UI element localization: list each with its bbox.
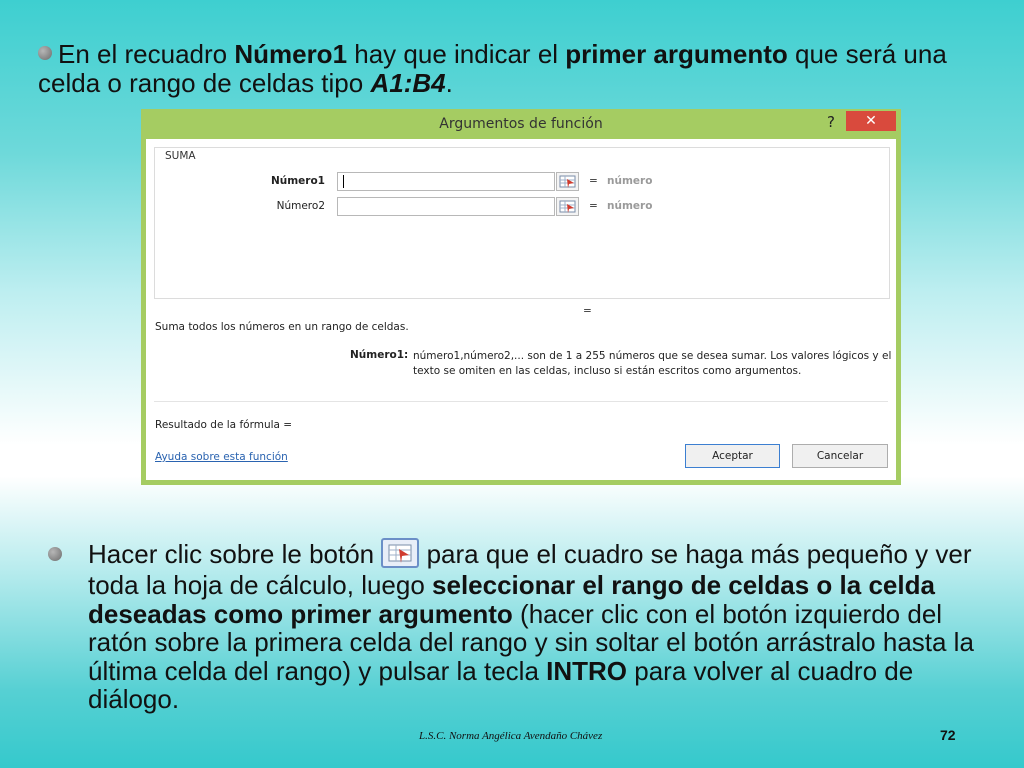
arg2-label: Número2 [276,200,325,212]
function-description: Suma todos los números en un rango de celdas. [155,321,409,333]
arg-description-label: Número1: [350,349,409,361]
p2-text-1: Hacer clic sobre le botón [88,539,382,569]
p2-text-4: para volver al cuadro de diálogo. [88,655,914,715]
arg2-equals: = [589,200,598,212]
p1-bold-3: A1:B4 [370,67,446,98]
p1-text-4: . [445,67,453,98]
range-selector-icon [557,198,578,215]
p1-text-2: hay que indicar el [347,39,566,69]
divider [154,401,888,402]
arg-description: número1,número2,... son de 1 a 255 números que se desea sumar. Los valores lógicos y el texto se omiten en las celdas, incluso si están escritos como argumentos. [413,350,892,377]
number2-input[interactable] [337,197,555,216]
help-link[interactable]: Ayuda sobre esta función [155,451,288,463]
dialog-body [146,139,896,480]
dialog-title: Argumentos de función [439,116,603,132]
close-button[interactable]: ✕ [846,111,896,131]
range-selector-icon [557,173,578,190]
page-number: 72 [940,727,956,743]
ok-button[interactable]: Aceptar [685,444,780,468]
paragraph-1 [38,40,998,97]
arg1-equals: = [589,175,598,187]
p1-bold-2: primer argumento [565,39,788,69]
help-button[interactable]: ? [827,113,835,131]
p2-text-2: para que el cuadro se haga más pequeño y ver toda la hoja de cálculo, luego [88,539,972,601]
p2-text [88,540,988,714]
p1-text-1: En el recuadro [58,39,235,69]
formula-result: Resultado de la fórmula = [155,419,293,431]
text-caret [343,175,344,188]
p2-bold-2: INTRO [546,655,628,686]
arg1-label: Número1 [270,175,325,187]
collapse-dialog-button-2[interactable] [556,197,579,216]
bullet-icon [38,46,52,60]
paragraph-2 [48,540,988,714]
result-equals: = [583,305,592,317]
number1-input[interactable] [337,172,555,191]
p1-bold-1: Número1 [234,39,348,69]
bullet-icon [48,547,62,561]
p1-text-3: que será una celda o rango de celdas tipo [38,39,947,98]
p2-text-3: (hacer clic con el botón izquierdo del ratón sobre la primera celda del rango y sin soltar el botón arrástralo hasta la última celda del rango) y pulsar la tecla [88,598,974,686]
arg2-value: número [607,200,653,212]
function-group [154,147,890,299]
footer-author: L.S.C. Norma Angélica Avendaño Chávez [419,730,603,742]
cancel-button[interactable]: Cancelar [792,444,888,468]
range-selector-icon [381,538,419,568]
arg1-value: número [607,175,653,187]
p2-bold-1: seleccionar el rango de celdas o la celda deseadas como primer argumento [88,570,935,629]
function-arguments-dialog [141,109,901,485]
collapse-dialog-button-1[interactable] [556,172,579,191]
function-name: SUMA [165,150,196,162]
